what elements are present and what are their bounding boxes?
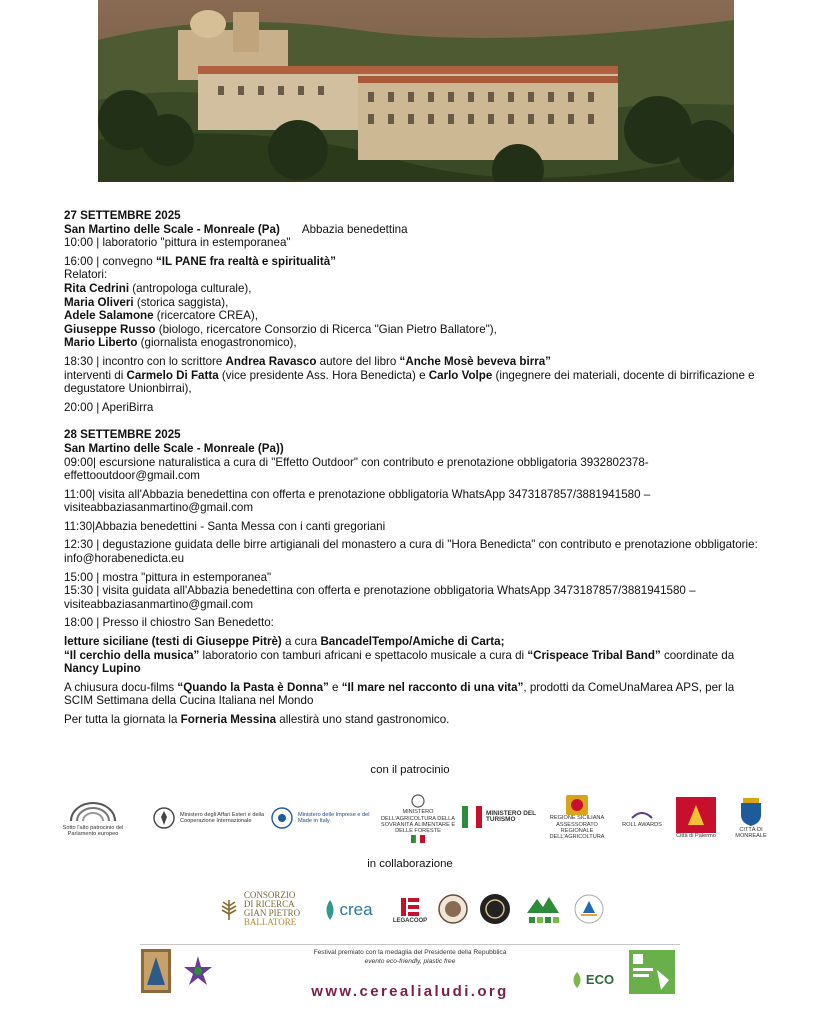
- ministero-turismo-logo: MINISTERO DEL TURISMO: [462, 802, 542, 832]
- convegno-title: “IL PANE fra realtà e spiritualità”: [155, 254, 336, 268]
- day1-place: San Martino delle Scale - Monreale (Pa): [64, 222, 280, 236]
- day1-event-3-speakers: interventi di Carmelo Di Fatta (vice presidente Ass. Hora Benedicta) e Carlo Volpe (ingegnere dei materiali, docente di birrificazione e degustatore Unionbirrai),: [64, 368, 755, 396]
- consorzio-ballatore-logo: CONSORZIO DI RICERCA GIAN PIETRO BALLATORE: [212, 888, 304, 930]
- patrocinio-logos: [0, 792, 820, 844]
- masaf-logo: MINISTERO DELL'AGRICOLTURA DELLA SOVRANITÀ ALIMENTARE E DELLE FORESTE: [380, 792, 456, 844]
- day2-event-1: 09:00| escursione naturalistica a cura di "Effetto Outdoor" con contributo e prenotazione obbligatoria 3932802378-effettooutdoor@gmail.com: [64, 455, 649, 483]
- day1-event-1: 10:00 | laboratorio "pittura in estemporanea": [64, 236, 291, 250]
- day1-event-2: 16:00 | convegno “IL PANE fra realtà e spiritualità”: [64, 254, 336, 268]
- speaker-4: Giuseppe Russo (biologo, ricercatore Consorzio di Ricerca "Gian Pietro Ballatore"),: [64, 322, 497, 336]
- speaker-3: Adele Salamone (ricercatore CREA),: [64, 309, 258, 323]
- crea-logo: crea: [316, 892, 380, 928]
- day2-event-5: 15:00 | mostra "pittura in estemporanea": [64, 570, 272, 584]
- day2-event-7: 18:00 | Presso il chiostro San Benedetto:: [64, 616, 274, 630]
- regione-siciliana-logo: REGIONE SICILIANA ASSESSORATO REGIONALE DELL'AGRICOLTURA: [546, 792, 608, 844]
- day2-event-6: 15:30 | visita guidata all'Abbazia benedettina con offerta e prenotazione obbligatoria WhatsApp 3473187857/3881941580 – visiteabbaziasanmartino@gmail.com: [64, 584, 696, 611]
- collab-label: in collaborazione: [367, 858, 453, 870]
- speaker-2: Maria Oliveri (storica saggista),: [64, 295, 229, 309]
- round-badge-logo: [572, 892, 606, 926]
- day1-event-4: 20:00 | AperiBirra: [64, 400, 154, 414]
- eco-events-logo: ECO: [568, 966, 616, 994]
- day2-place: San Martino delle Scale - Monreale (Pa)): [64, 441, 284, 455]
- day1-venue: Abbazia benedettina: [301, 222, 408, 236]
- day1-date: 27 SETTEMBRE 2025: [64, 209, 181, 222]
- day2-docufilms: A chiusura docu-films “Quando la Pasta è Donna” e “Il mare nel racconto di una vita”, prodotti da ComeUnaMarea APS, per la SCIM Settimana della Cucina Italiana nel Mondo: [64, 680, 735, 708]
- citta-monreale-logo: CITTÀ DI MONREALE: [726, 792, 776, 844]
- speaker-1: Rita Cedrini (antropologa culturale),: [64, 281, 252, 295]
- collab-logos: [0, 888, 820, 932]
- day2-forneria: Per tutta la giornata la Forneria Messina allestirà uno stand gastronomico.: [64, 713, 450, 726]
- day2-event-4: 12:30 | degustazione guidata delle birre artigianali del monastero a cura di "Hora Benedicta" con contributo e prenotazione obbligatorie: info@horabenedicta.eu: [64, 538, 758, 566]
- day2-event-3: 11:30|Abbazia benedettini - Santa Messa con i canti gregoriani: [64, 519, 386, 533]
- programme: [64, 209, 764, 727]
- day2-cerchio: “Il cerchio della musica” laboratorio con tamburi africani e spettacolo musicale a cura di “Crispeace Tribal Band” coordinate da Nancy Lupino: [64, 648, 735, 676]
- footer-note: Festival premiato con la medaglia del Presidente della Repubblica evento eco-friendly, plastic free: [313, 949, 507, 965]
- roll-awards-logo: ROLL AWARDS: [614, 798, 670, 838]
- mimit-logo: Ministero delle Imprese e del Made in Italy: [270, 798, 370, 838]
- speaker-5: Mario Liberto (giornalista enogastronomico),: [64, 336, 297, 350]
- black-seal-logo: [478, 892, 512, 926]
- footer-divider: [140, 944, 680, 945]
- day2-date: 28 SETTEMBRE 2025: [64, 428, 181, 442]
- day1-place-line: [64, 223, 764, 237]
- website-link[interactable]: www.cerealialudi.org: [311, 983, 509, 1000]
- relatori-label: Relatori:: [64, 268, 108, 282]
- patrocinio-label: con il patrocinio: [370, 764, 450, 776]
- hero-photo-abbey: [98, 0, 734, 182]
- day2-event-2: 11:00| visita all'Abbazia benedettina con offerta e prenotazione obbligatoria WhatsApp 3473187857/3881941580 – visiteabbaziasanmartino@gmail.com: [64, 487, 651, 515]
- day2-letture: letture siciliane (testi di Giuseppe Pitrè) a cura BancadelTempo/Amiche di Carta;: [64, 635, 505, 649]
- effetto-outdoor-logo: [524, 890, 562, 928]
- citta-palermo-logo: Città di Palermo: [672, 792, 720, 844]
- day1-event-3: 18:30 | incontro con lo scrittore Andrea Ravasco autore del libro “Anche Mosè beveva birra”: [64, 354, 551, 368]
- eu-parliament-logo: Sotto l'alto patrocinio del Parlamento europeo: [52, 792, 134, 844]
- legacoop-logo: LEGACOOP: [390, 890, 430, 930]
- circular-seal-logo: [436, 892, 470, 926]
- mae-logo: Ministero degli Affari Esteri e della Cooperazione Internazionale: [150, 798, 270, 838]
